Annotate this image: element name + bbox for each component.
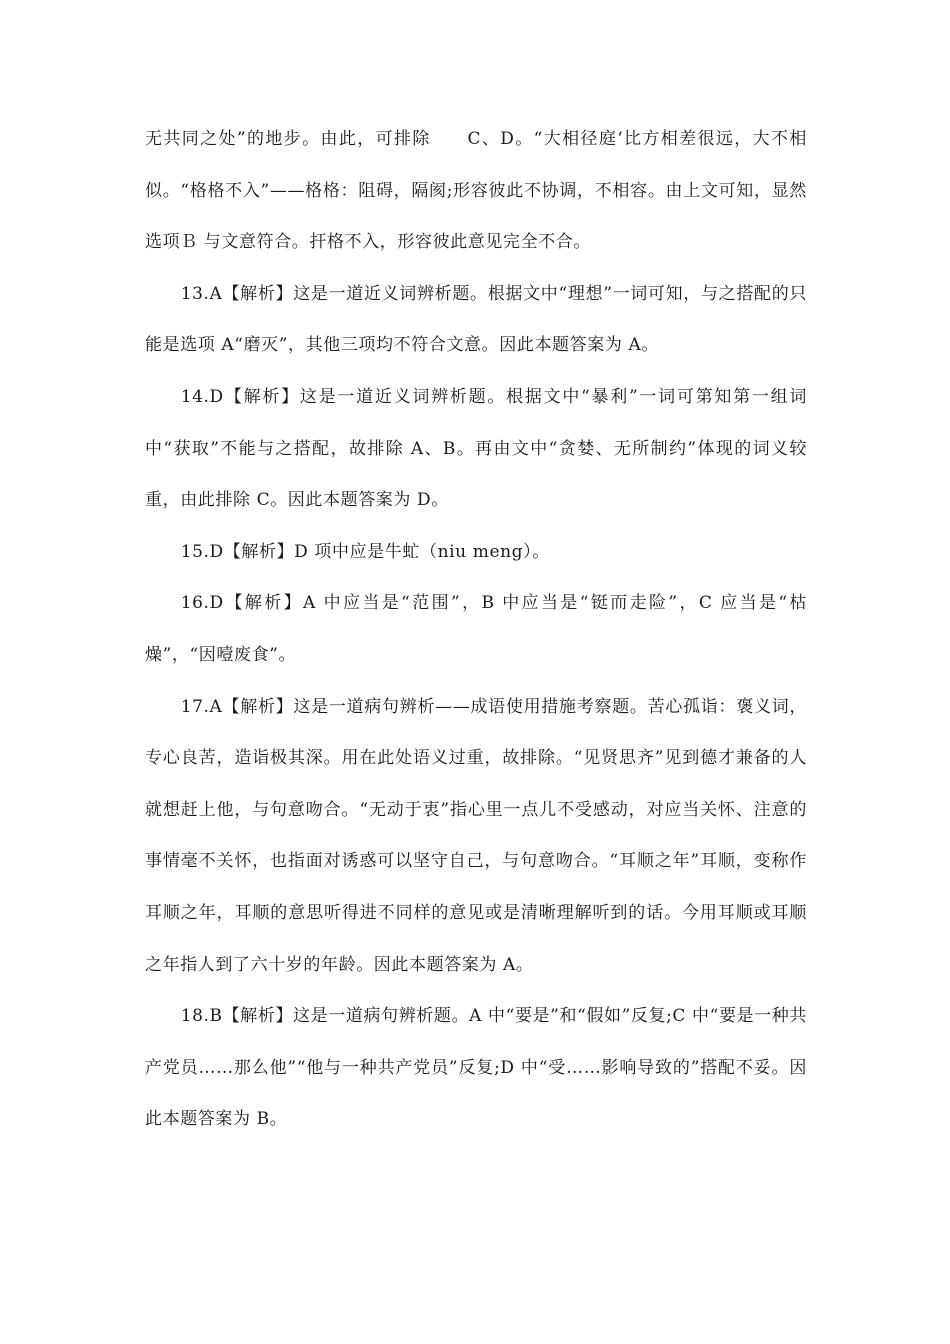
paragraph-answer-13: 13.A【解析】这是一道近义词辨析题。根据文中“理想”一词可知，与之搭配的只能是选项 A“磨灭”，其他三项均不符合文意。因此本题答案为 A。 <box>145 283 807 356</box>
paragraph-12-continued: 无共同之处”的地步。由此，可排除 C、D。“大相径庭‘比方相差很远，大不相似。“格格不入”——格格：阻碍，隔阂;形容彼此不协调，不相容。由上文可知，显然选项Ｂ 与文意符合。扞格不入，形容彼此意见完全不合。 <box>145 129 807 253</box>
paragraph-answer-16: 16.D【解析】A 中应当是“范围”，B 中应当是“铤而走险”，C 应当是“枯燥”，“因噎废食”。 <box>145 593 807 665</box>
paragraph-answer-17: 17.A【解析】这是一道病句辨析——成语使用措施考察题。苦心孤诣：褒义词，专心良苦，造诣极其深。用在此处语义过重，故排除。“见贤思齐”见到德才兼备的人就想赶上他，与句意吻合。“无动于衷”指心里一点儿不受感动，对应当关怀、注意的事情毫不关怀，也指面对诱惑可以坚守自己，与句意吻合。“耳顺之年”耳顺，变称作耳顺之年，耳顺的意思听得进不同样的意见或是清晰理解听到的话。今用耳顺或耳顺之年指人到了六十岁的年龄。因此本题答案为 A。 <box>145 696 807 975</box>
paragraph-answer-18: 18.B【解析】这是一道病句辨析题。A 中“要是”和“假如”反复;C 中“要是一种共产党员……那么他”“他与一种共产党员”反复;D 中“受……影响导致的”搭配不妥。因此本题答案为 B。 <box>145 1006 807 1130</box>
paragraph-answer-15: 15.D【解析】D 项中应是牛虻（niu meng）。 <box>180 541 550 562</box>
paragraph-answer-14: 14.D【解析】这是一道近义词辨析题。根据文中“暴利”一词可第知第一组词中“获取”不能与之搭配，故排除 A、B。再由文中“贪婪、无所制约”体现的词义较重，由此排除 C。因此本题答案为 D。 <box>145 386 807 511</box>
answer-explanations <box>145 114 807 1146</box>
